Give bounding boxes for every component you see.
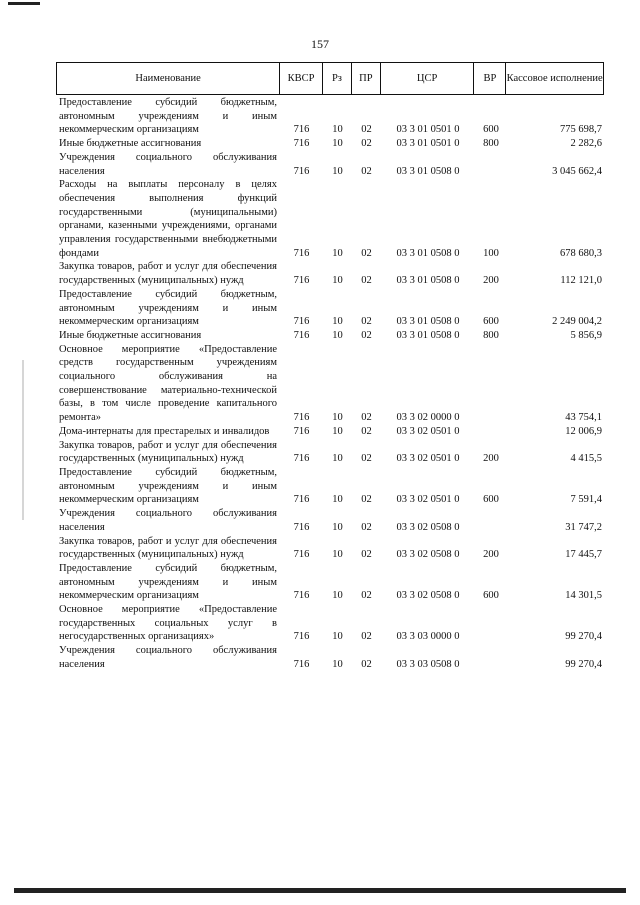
cell-sum: 31 747,2	[565, 521, 602, 533]
cell-name: Учреждения социального обслуживания населения	[59, 645, 277, 670]
cell-csr: 03 3 02 0501 0	[396, 453, 460, 465]
cell-name: Основное мероприятие «Предоставление средств государственным учреждениям социального обслуживания на совершенствование материально-технической базы, в том числе проведение капитального ремонта»	[59, 343, 277, 424]
cell-pr: 02	[361, 590, 372, 602]
cell-kvsr: 716	[293, 165, 310, 177]
cell-name: Учреждения социального обслуживания населения	[59, 151, 277, 177]
cell-kvsr: 716	[293, 549, 310, 561]
cell-kvsr: 716	[293, 412, 310, 424]
table-row	[56, 288, 604, 329]
cell-vr: 600	[483, 590, 499, 602]
cell-csr: 03 3 01 0508 0	[396, 275, 460, 287]
cell-csr: 03 3 01 0508 0	[396, 165, 460, 177]
cell-kvsr: 716	[293, 316, 310, 328]
cell-csr: 03 3 02 0508 0	[396, 549, 460, 561]
cell-pr: 02	[361, 138, 372, 150]
cell-kvsr: 716	[293, 138, 310, 150]
cell-pr: 02	[361, 521, 372, 533]
cell-rz: 10	[332, 165, 343, 177]
cell-kvsr: 716	[293, 494, 310, 506]
table-row	[56, 603, 604, 644]
cell-vr: 800	[483, 329, 499, 341]
cell-kvsr: 716	[293, 590, 310, 602]
cell-sum: 12 006,9	[565, 425, 602, 437]
cell-sum: 5 856,9	[570, 329, 602, 341]
cell-pr: 02	[361, 453, 372, 465]
cell-name: Предоставление субсидий бюджетным, автономным учреждениям и иным некоммерческим организациям	[59, 288, 277, 328]
table-row	[56, 137, 604, 151]
cell-name: Закупка товаров, работ и услуг для обеспечения государственных (муниципальных) нужд	[59, 439, 277, 465]
cell-sum: 775 698,7	[560, 124, 602, 136]
cell-rz: 10	[332, 275, 343, 287]
table-body	[56, 96, 604, 672]
table-row	[56, 151, 604, 178]
cell-sum: 4 415,5	[570, 453, 602, 465]
cell-csr: 03 3 01 0501 0	[396, 138, 460, 150]
cell-rz: 10	[332, 247, 343, 259]
cell-csr: 03 3 01 0501 0	[396, 124, 460, 136]
cell-rz: 10	[332, 494, 343, 506]
cell-sum: 17 445,7	[565, 549, 602, 561]
cell-vr: 600	[483, 316, 499, 328]
cell-csr: 03 3 03 0508 0	[396, 658, 460, 670]
cell-kvsr: 716	[293, 658, 310, 670]
cell-pr: 02	[361, 275, 372, 287]
table-row	[56, 343, 604, 425]
header-csr: ЦСР	[381, 63, 475, 94]
cell-pr: 02	[361, 247, 372, 259]
cell-vr: 200	[483, 549, 499, 561]
cell-vr: 600	[483, 494, 499, 506]
cell-rz: 10	[332, 590, 343, 602]
cell-name: Учреждения социального обслуживания населения	[59, 508, 277, 533]
cell-csr: 03 3 01 0508 0	[396, 247, 460, 259]
cell-sum: 99 270,4	[565, 631, 602, 643]
cell-pr: 02	[361, 412, 372, 424]
cell-name: Иные бюджетные ассигнования	[59, 138, 202, 150]
cell-name: Предоставление субсидий бюджетным, автономным учреждениям и иным некоммерческим организациям	[59, 97, 277, 136]
cell-csr: 03 3 03 0000 0	[396, 631, 460, 643]
cell-name: Закупка товаров, работ и услуг для обеспечения государственных (муниципальных) нужд	[59, 535, 277, 561]
table-row	[56, 329, 604, 343]
cell-sum: 7 591,4	[570, 494, 602, 506]
cell-csr: 03 3 01 0508 0	[396, 316, 460, 328]
cell-pr: 02	[361, 425, 372, 437]
cell-sum: 2 249 004,2	[552, 316, 602, 328]
table-row	[56, 96, 604, 137]
cell-vr: 200	[483, 453, 499, 465]
cell-sum: 99 270,4	[565, 658, 602, 670]
cell-rz: 10	[332, 412, 343, 424]
cell-rz: 10	[332, 549, 343, 561]
table-row	[56, 466, 604, 507]
cell-pr: 02	[361, 658, 372, 670]
cell-sum: 112 121,0	[560, 275, 602, 287]
table-row	[56, 178, 604, 260]
table-row	[56, 260, 604, 287]
page-number: 157	[311, 37, 329, 51]
header-pr: ПР	[352, 63, 381, 94]
cell-vr: 200	[483, 275, 499, 287]
top-scan-mark	[8, 2, 40, 5]
cell-name: Дома-интернаты для престарелых и инвалидов	[59, 425, 270, 437]
cell-name: Предоставление субсидий бюджетным, автономным учреждениям и иным некоммерческим организациям	[59, 562, 277, 602]
cell-kvsr: 716	[293, 425, 310, 437]
table-row	[56, 425, 604, 439]
cell-csr: 03 3 02 0508 0	[396, 590, 460, 602]
cell-rz: 10	[332, 453, 343, 465]
cell-csr: 03 3 02 0501 0	[396, 494, 460, 506]
cell-sum: 2 282,6	[570, 138, 602, 150]
cell-csr: 03 3 01 0508 0	[396, 329, 460, 341]
scan-edge-line	[22, 360, 24, 520]
table-row	[56, 507, 604, 534]
cell-pr: 02	[361, 631, 372, 643]
cell-kvsr: 716	[293, 631, 310, 643]
cell-csr: 03 3 02 0000 0	[396, 412, 460, 424]
cell-pr: 02	[361, 316, 372, 328]
bottom-scan-bar	[14, 888, 626, 893]
cell-sum: 678 680,3	[560, 247, 602, 259]
cell-sum: 43 754,1	[565, 412, 602, 424]
table-row	[56, 562, 604, 603]
cell-kvsr: 716	[293, 247, 310, 259]
header-rz: Рз	[323, 63, 352, 94]
cell-rz: 10	[332, 316, 343, 328]
cell-vr: 100	[483, 247, 499, 259]
cell-vr: 600	[483, 124, 499, 136]
cell-kvsr: 716	[293, 453, 310, 465]
cell-name: Закупка товаров, работ и услуг для обеспечения государственных (муниципальных) нужд	[59, 261, 277, 287]
cell-pr: 02	[361, 549, 372, 561]
table-header	[56, 62, 604, 95]
cell-sum: 3 045 662,4	[552, 165, 602, 177]
table-row	[56, 644, 604, 671]
cell-name: Иные бюджетные ассигнования	[59, 329, 202, 341]
cell-rz: 10	[332, 521, 343, 533]
cell-name: Расходы на выплаты персоналу в целях обеспечения выполнения функций государственными (муниципальными) органами, казенными учреждениями, органами управления государственными внебюджетными фондами	[59, 179, 277, 259]
cell-pr: 02	[361, 494, 372, 506]
table-row	[56, 439, 604, 466]
cell-rz: 10	[332, 658, 343, 670]
cell-name: Основное мероприятие «Предоставление государственных социальных услуг в негосударственных организациях»	[59, 604, 277, 643]
header-name: Наименование	[57, 63, 280, 94]
cell-rz: 10	[332, 631, 343, 643]
cell-pr: 02	[361, 329, 372, 341]
cell-kvsr: 716	[293, 521, 310, 533]
header-sum: Кассовое исполнение	[506, 73, 603, 84]
header-kvsr: КВСР	[280, 63, 323, 94]
cell-kvsr: 716	[293, 329, 310, 341]
cell-sum: 14 301,5	[565, 590, 602, 602]
cell-rz: 10	[332, 329, 343, 341]
cell-csr: 03 3 02 0501 0	[396, 425, 460, 437]
header-vr: ВР	[474, 63, 506, 94]
cell-rz: 10	[332, 425, 343, 437]
cell-kvsr: 716	[293, 275, 310, 287]
cell-pr: 02	[361, 165, 372, 177]
table-row	[56, 535, 604, 562]
cell-vr: 800	[483, 138, 499, 150]
cell-rz: 10	[332, 124, 343, 136]
cell-csr: 03 3 02 0508 0	[396, 521, 460, 533]
cell-name: Предоставление субсидий бюджетным, автономным учреждениям и иным некоммерческим организациям	[59, 466, 277, 506]
cell-pr: 02	[361, 124, 372, 136]
cell-rz: 10	[332, 138, 343, 150]
cell-kvsr: 716	[293, 124, 310, 136]
